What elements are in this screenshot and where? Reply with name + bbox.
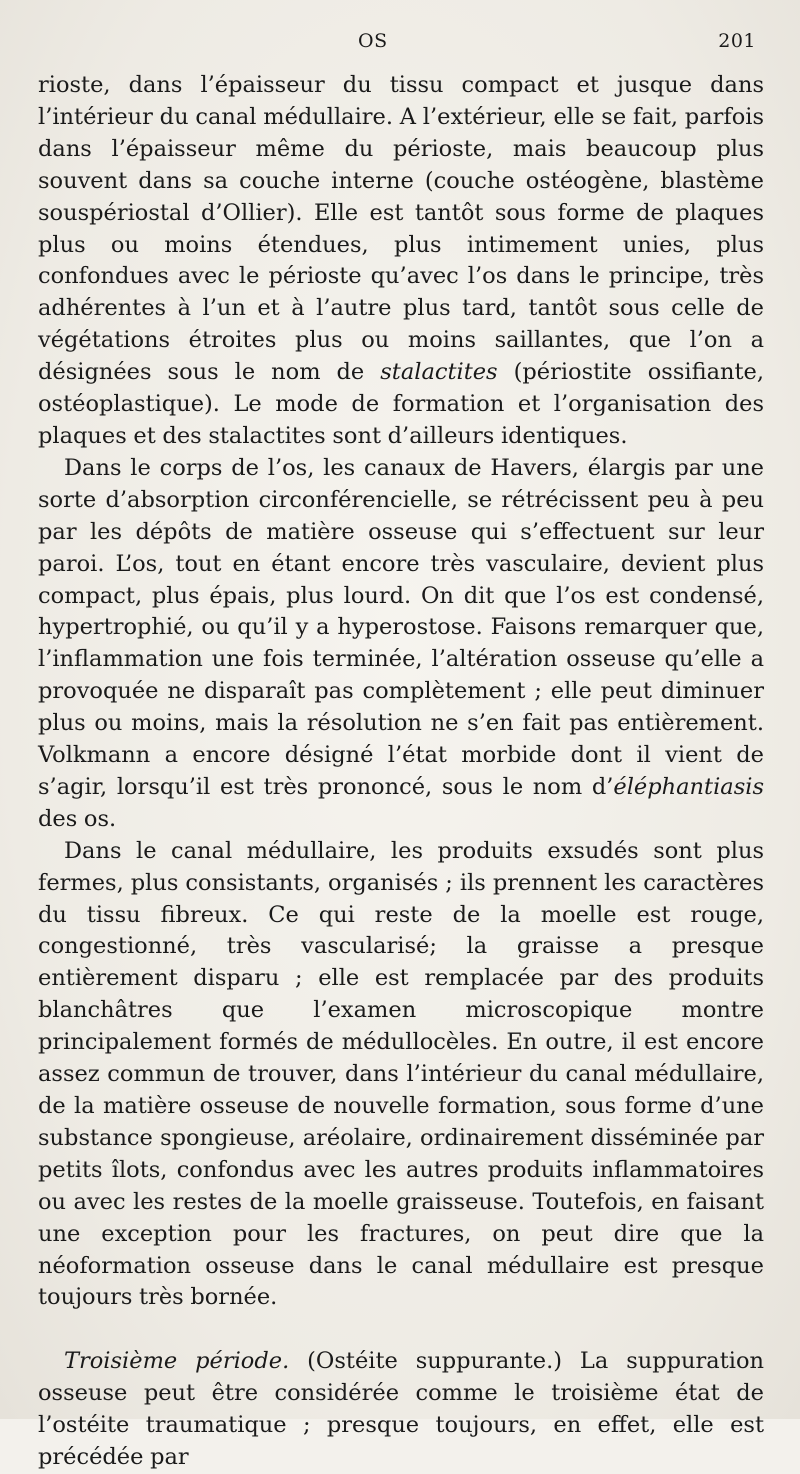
paragraph-text: des os. [38, 805, 117, 832]
body-text [38, 70, 764, 1474]
italic-term-elephantiasis: éléphantiasis [613, 773, 764, 800]
paragraph-text: rioste, dans l’épaisseur du tissu compact et jusque dans l’intérieur du canal médullaire. A l’extérieur, elle se fait, parfois dans l’épaisseur même du périoste, mais beaucoup plus souvent dans sa couche interne (couche ostéogène, blastème souspériostal d’Ollier). Elle est tantôt sous forme de plaques plus ou moins étendues, plus intimement unies, plus confondues avec le périoste qu’avec l’os dans le principe, très adhérentes à l’un et à l’autre plus tard, tantôt sous celle de végétations étroites plus ou moins saillantes, que l’on a désignées sous le nom de [38, 72, 764, 386]
paragraph-text: (périostite ossifiante, ostéoplastique). Le mode de formation et l’organisation des plaques et des stalactites sont d’ailleurs identiques. [38, 359, 764, 449]
paragraph-text: Dans le canal médullaire, les produits exsudés sont plus fermes, plus consistants, organisés ; ils prennent les caractères du tissu fibreux. Ce qui reste de la moelle est rouge, congestionné, très vascularisé; la graisse a presque entièrement disparu ; elle est remplacée par des produits blanchâtres que l’examen microscopique montre principalement formés de médullocèles. En outre, il est encore assez commun de trouver, dans l’intérieur du canal médullaire, de la matière osseuse de nouvelle formation, sous forme d’une substance spongieuse, aréolaire, ordinairement disséminée par petits îlots, confondus avec les autres produits inflammatoires ou avec les restes de la moelle graisseuse. Toutefois, en faisant une exception pour les fractures, on peut dire que la néoformation osseuse dans le canal médullaire est presque toujours très bornée. [38, 837, 764, 1311]
paragraph-text: (Ostéite suppurante.) La suppuration osseuse peut être considérée comme le troisième état de l’ostéite traumatique ; presque toujours, en effet, elle est précédée par [38, 1348, 764, 1471]
paragraph-bone-body [38, 453, 764, 836]
page-header [0, 30, 800, 60]
page-number: 201 [718, 30, 756, 52]
section-heading: Troisième période. [64, 1348, 290, 1375]
paragraph-medullary-canal [38, 836, 764, 1315]
paragraph-third-period [38, 1346, 764, 1474]
italic-term-stalactites: stalactites [380, 359, 498, 386]
section-gap [38, 1314, 764, 1346]
running-title: OS [358, 30, 388, 52]
paragraph-continued [38, 70, 764, 453]
paragraph-text: Dans le corps de l’os, les canaux de Havers, élargis par une sorte d’absorption circonférencielle, se rétrécissent peu à peu par les dépôts de matière osseuse qui s’effectuent sur leur paroi. L’os, tout en étant encore très vasculaire, devient plus compact, plus épais, plus lourd. On dit que l’os est condensé, hypertrophié, ou qu’il y a hyperostose. Faisons remarquer que, l’inflammation une fois terminée, l’altération osseuse qu’elle a provoquée ne disparaît pas complètement ; elle peut diminuer plus ou moins, mais la résolution ne s’en fait pas entièrement. Volkmann a encore désigné l’état morbide dont il vient de s’agir, lorsqu’il est très prononcé, sous le nom d’ [38, 454, 764, 800]
